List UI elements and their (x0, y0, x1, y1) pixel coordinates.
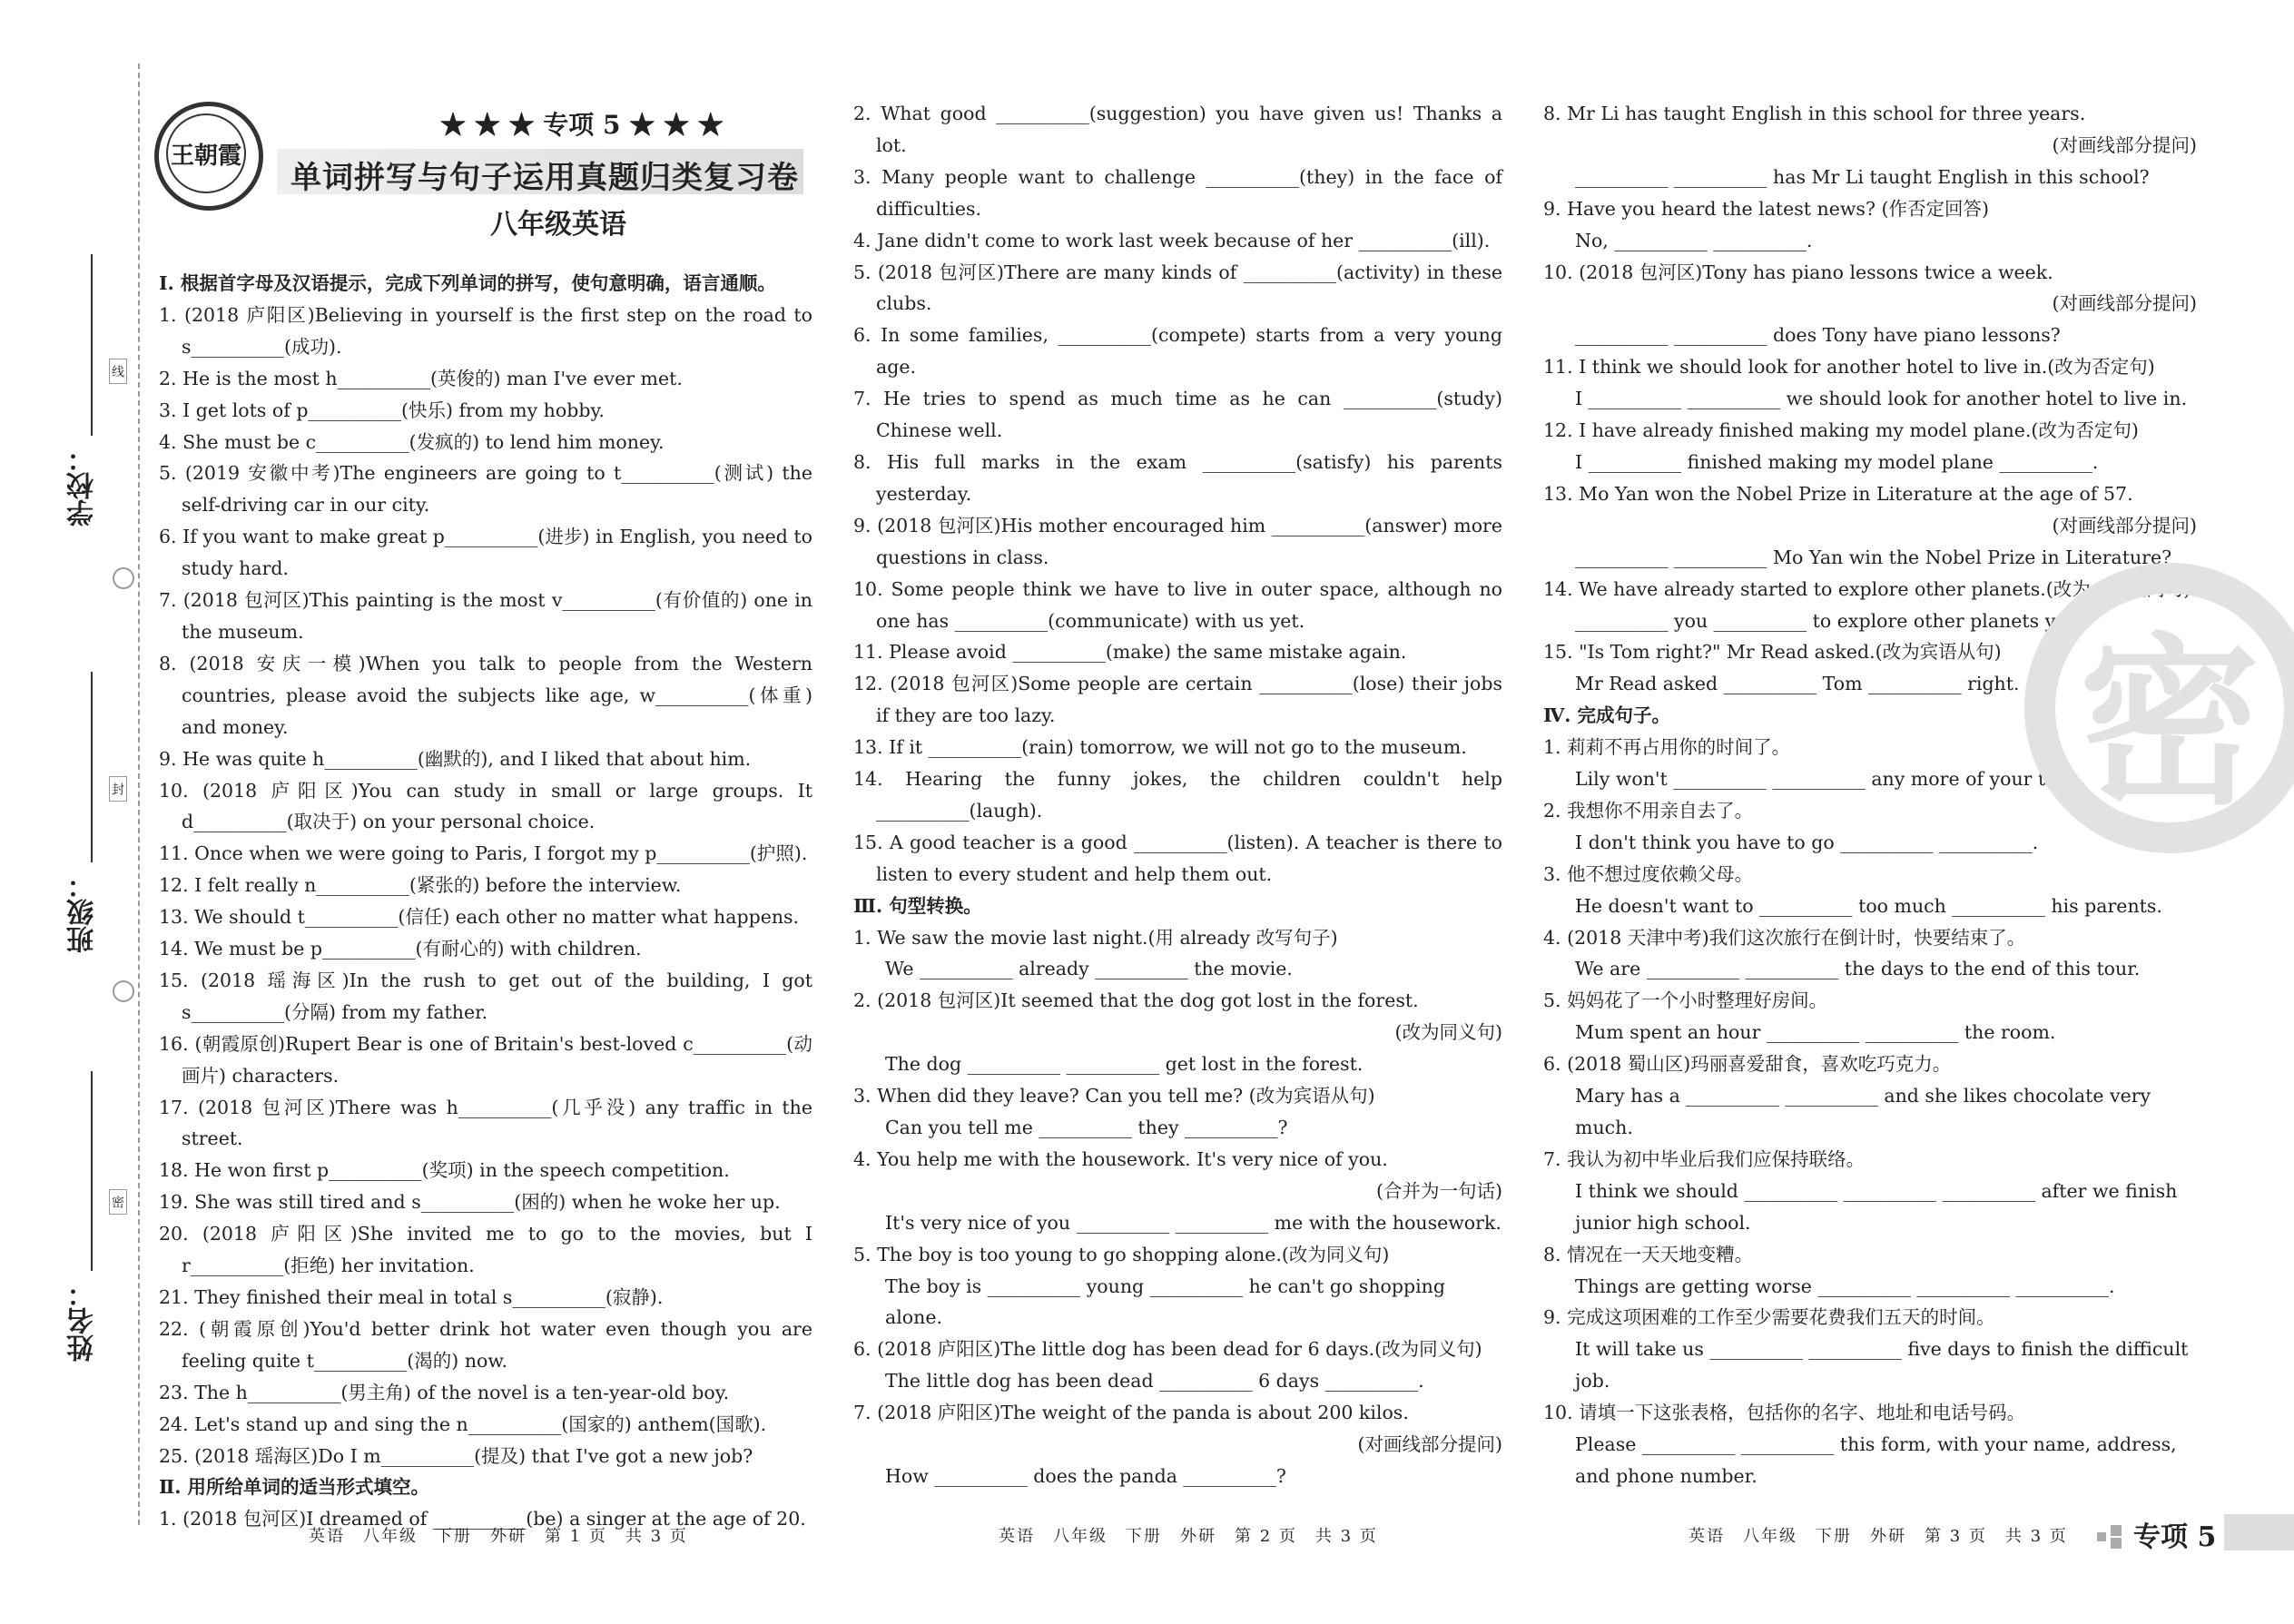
question-line[interactable]: The little dog has been dead __________ 6 days __________. (885, 1370, 1424, 1393)
question-line: 2. (2018 包河区)It seemed that the dog got lost in the forest. (853, 989, 1419, 1012)
question-line[interactable]: 15. A good teacher is a good __________(listen). A teacher is there to listen to every student and help them out. (853, 831, 1502, 885)
question-line[interactable]: 16. (朝霞原创)Rupert Bear is one of Britain's best-loved c__________(动画片) characters. (159, 1032, 812, 1087)
question-line[interactable]: 25. (2018 瑶海区)Do I m__________(提及) that I've got a new job? (159, 1444, 753, 1467)
question-line[interactable]: 7. (2018 包河区)This painting is the most v__________(有价值的) one in the museum. (159, 589, 812, 643)
name-label: 姓名： (67, 1280, 99, 1362)
question-line: 11. I think we should look for another hotel to live in.(改为否定句) (1543, 356, 2155, 379)
brand-logo (154, 102, 263, 211)
question-line[interactable]: It's very nice of you __________ __________ me with the housework. (885, 1211, 1501, 1234)
brand-logo-text: 王朝霞 (166, 113, 246, 193)
header (154, 102, 808, 274)
question-line: 3. 他不想过度依赖父母。 (1543, 862, 1754, 885)
page-title: 单词拼写与句子运用真题归类复习卷 (290, 160, 799, 196)
question-line[interactable]: How __________ does the panda __________? (885, 1464, 1286, 1487)
school-label: 学校： (67, 445, 99, 527)
question-line[interactable]: Can you tell me __________ they __________? (885, 1117, 1288, 1138)
question-line[interactable]: 11. Once when we were going to Paris, I forgot my p__________(护照). (159, 842, 808, 865)
question-line: 6. (2018 蜀山区)玛丽喜爱甜食，喜欢吃巧克力。 (1543, 1053, 1952, 1076)
question-line[interactable]: 1. (2018 包河区)I dreamed of __________(be) a singer at the age of 20. (159, 1508, 806, 1530)
name-field[interactable] (91, 1071, 93, 1271)
question-line[interactable]: 8. (2018 安庆一模)When you talk to people from the Western countries, please avoid the subjects like age, w__________(体重) and money. (159, 652, 812, 738)
question-line[interactable]: 22. (朝霞原创)You'd better drink hot water even though you are feeling quite t__________(渴的) now. (159, 1317, 812, 1372)
question-line[interactable]: 8. His full marks in the exam __________(satisfy) his parents yesterday. (853, 450, 1502, 505)
question-line: 7. 我认为初中毕业后我们应保持联络。 (1543, 1147, 1866, 1170)
question-line[interactable]: 1. (2018 庐阳区)Believing in yourself is the first step on the road to s__________(成功). (159, 303, 812, 358)
question-line[interactable]: I think we should __________ __________ __________ after we finish junior high school. (1575, 1179, 2178, 1234)
question-line[interactable]: 4. She must be c__________(发疯的) to lend him money. (159, 430, 665, 453)
question-line[interactable]: No, __________ __________. (1575, 229, 1813, 251)
school-field[interactable] (91, 254, 93, 436)
question-line[interactable]: Mum spent an hour __________ __________ the room. (1575, 1021, 2056, 1044)
question-line: 1. 莉莉不再占用你的时间了。 (1543, 736, 1791, 759)
question-line[interactable]: The boy is __________ young __________ he can't go shopping alone. (885, 1275, 1446, 1329)
question-line[interactable]: Please __________ __________ this form, with your name, address, and phone number. (1575, 1433, 2177, 1487)
question-line[interactable]: I __________ finished making my model plane __________. (1575, 450, 2099, 473)
question-line[interactable]: It will take us __________ __________ five days to finish the difficult job. (1575, 1338, 2189, 1393)
question-line[interactable]: The dog __________ __________ get lost in the forest. (885, 1053, 1364, 1076)
question-line: 9. Have you heard the latest news? (作否定回答) (1543, 197, 1989, 220)
question-line[interactable]: 13. We should t__________(信任) each other no matter what happens. (159, 906, 800, 929)
question-line[interactable]: Mr Read asked __________ Tom __________ right. (1575, 673, 2020, 695)
question-line: Ⅳ. 完成句子。 (1543, 704, 1671, 727)
question-line[interactable]: 17. (2018 包河区)There was h__________(几乎没) any traffic in the street. (159, 1096, 812, 1150)
badge-bar (2224, 1514, 2294, 1550)
question-line[interactable]: We are __________ __________ the days to the end of this tour. (1575, 958, 2141, 980)
question-line: 5. 妈妈花了一个小时整理好房间。 (1543, 989, 1828, 1012)
question-line[interactable]: 6. If you want to make great p__________(进步) in English, you need to study hard. (159, 526, 812, 580)
question-line[interactable]: 3. I get lots of p__________(快乐) from my hobby. (159, 399, 605, 421)
question-line[interactable]: 2. What good __________(suggestion) you have given us! Thanks a lot. (853, 103, 1502, 156)
question-line[interactable]: 9. (2018 包河区)His mother encouraged him __________(answer) more questions in class. (853, 514, 1502, 568)
question-line[interactable]: __________ you __________ to explore other planets yet? (1575, 609, 2084, 632)
question-line[interactable]: 2. He is the most h__________(英俊的) man I've ever met. (159, 367, 683, 389)
seal-mark-2: 封 (109, 776, 127, 802)
question-line[interactable]: 10. (2018 庐阳区)You can study in small or large groups. It d__________(取决于) on your personal choice. (159, 779, 812, 833)
question-line: 10. 请填一下这张表格，包括你的名字、地址和电话号码。 (1543, 1402, 2026, 1424)
question-line[interactable]: 23. The h__________(男主角) of the novel is a ten-year-old boy. (159, 1381, 730, 1403)
question-line: 7. (2018 庐阳区)The weight of the panda is about 200 kilos. (853, 1402, 1409, 1424)
series-label: ★ ★ ★ 专项 5 ★ ★ ★ (440, 110, 724, 140)
page-subtitle: 八年级英语 (490, 209, 626, 241)
question-line: 14. We have already started to explore other planets.(改为一般疑问句) (1543, 577, 2191, 600)
question-line[interactable]: 9. He was quite h__________(幽默的), and I liked that about him. (159, 747, 752, 770)
question-line: 12. I have already finished making my model plane.(改为否定句) (1543, 419, 2139, 442)
class-label: 班级： (67, 871, 99, 953)
question-line: 2. 我想你不用亲自去了。 (1543, 799, 1754, 822)
question-line: Ⅲ. 句型转换。 (853, 894, 982, 917)
question-line[interactable]: 10. Some people think we have to live in outer space, although no one has __________(communicate) with us yet. (853, 577, 1502, 632)
watermark-seal: 密 (2024, 563, 2294, 853)
question-line[interactable]: __________ __________ has Mr Li taught English in this school? (1575, 165, 2150, 188)
question-line[interactable]: 5. (2018 包河区)There are many kinds of __________(activity) in these clubs. (853, 261, 1502, 315)
question-line[interactable]: Lily won't __________ __________ any more of your time. (1575, 768, 2086, 791)
question-line: 1. We saw the movie last night.(用 already 改写句子) (853, 926, 1338, 949)
question-line[interactable]: We __________ already __________ the movie. (885, 958, 1293, 980)
question-line[interactable]: I don't think you have to go __________ __________. (1575, 831, 2039, 853)
section-badge: 专项 5 (2133, 1521, 2217, 1553)
class-field[interactable] (91, 672, 93, 862)
question-line: (合并为一句话) (1376, 1179, 1502, 1202)
question-line[interactable]: 24. Let's stand up and sing the n__________(国家的) anthem(国歌). (159, 1412, 767, 1435)
question-line: (改为同义句) (1394, 1021, 1502, 1044)
question-line: 8. 情况在一天天地变糟。 (1543, 1243, 1754, 1265)
question-line[interactable]: 12. I felt really n__________(紧张的) before the interview. (159, 874, 682, 897)
question-line[interactable]: 12. (2018 包河区)Some people are certain __________(lose) their jobs if they are too lazy. (853, 673, 1502, 727)
question-line[interactable]: 19. She was still tired and s__________(困的) when he woke her up. (159, 1191, 781, 1214)
question-line[interactable]: __________ __________ Mo Yan win the Nobel Prize in Literature? (1575, 546, 2172, 568)
question-line: 4. (2018 天津中考)我们这次旅行在倒计时，快要结束了。 (1543, 926, 2026, 949)
question-line[interactable]: 6. In some families, __________(compete) starts from a very young age. (853, 324, 1502, 379)
question-line[interactable]: 11. Please avoid __________(make) the same mistake again. (853, 641, 1407, 664)
question-line[interactable]: Mary has a __________ __________ and she likes chocolate very much. (1575, 1085, 2151, 1138)
binding-hole-2 (113, 980, 134, 1002)
question-line[interactable]: 15. (2018 瑶海区)In the rush to get out of the building, I got s__________(分隔) from my father. (159, 969, 812, 1023)
question-line: 8. Mr Li has taught English in this school for three years. (1543, 103, 2086, 124)
question-line[interactable]: He doesn't want to __________ too much __________ his parents. (1575, 894, 2162, 917)
question-line[interactable]: Things are getting worse __________ __________ __________. (1575, 1275, 2115, 1297)
question-line: Ⅱ. 用所给单词的适当形式填空。 (159, 1476, 430, 1499)
question-line: 10. (2018 包河区)Tony has piano lessons twice a week. (1543, 261, 2053, 283)
footer-page-1: 英语 八年级 下册 外研 第 1 页 共 3 页 (309, 1527, 688, 1546)
question-line: Ⅰ. 根据首字母及汉语提示，完成下列单词的拼写，使句意明确，语言通顺。 (159, 272, 776, 294)
column-1 (159, 268, 812, 1535)
question-line[interactable]: 4. Jane didn't come to work last week because of her __________(ill). (853, 229, 1491, 251)
footer-page-3: 英语 八年级 下册 外研 第 3 页 共 3 页 (1689, 1527, 2068, 1546)
question-line[interactable]: 20. (2018 庐阳区)She invited me to go to the movies, but I r__________(拒绝) her invitation. (159, 1223, 812, 1277)
question-line: (对画线部分提问) (2052, 133, 2197, 156)
binding-line (138, 64, 140, 1525)
question-line[interactable]: 18. He won first p__________(奖项) in the speech competition. (159, 1159, 730, 1182)
question-line[interactable]: 3. Many people want to challenge __________(they) in the face of difficulties. (853, 165, 1502, 220)
question-line: (对画线部分提问) (1357, 1433, 1502, 1456)
question-line: 9. 完成这项困难的工作至少需要花费我们五天的时间。 (1543, 1306, 1995, 1329)
question-line: (对画线部分提问) (2052, 514, 2197, 536)
question-line[interactable]: 13. If it __________(rain) tomorrow, we will not go to the museum. (853, 736, 1467, 759)
question-line[interactable]: 7. He tries to spend as much time as he can __________(study) Chinese well. (853, 388, 1502, 442)
question-line: 15. "Is Tom right?" Mr Read asked.(改为宾语从句) (1543, 641, 2002, 664)
question-line: 3. When did they leave? Can you tell me? (改为宾语从句) (853, 1085, 1375, 1107)
question-line: 13. Mo Yan won the Nobel Prize in Literature at the age of 57. (1543, 482, 2133, 505)
seal-mark-1: 线 (109, 359, 127, 384)
binding-hole-1 (113, 567, 134, 589)
question-line: 4. You help me with the housework. It's very nice of you. (853, 1147, 1388, 1170)
question-line[interactable]: 14. We must be p__________(有耐心的) with children. (159, 938, 642, 960)
question-line[interactable]: 5. (2019 安徽中考)The engineers are going to t__________(测试) the self-driving car in our city. (159, 462, 812, 517)
question-line: 5. The boy is too young to go shopping alone.(改为同义句) (853, 1243, 1390, 1265)
question-line[interactable]: 14. Hearing the funny jokes, the children couldn't help __________(laugh). (853, 768, 1502, 822)
column-2 (853, 98, 1502, 1492)
footer-page-2: 英语 八年级 下册 外研 第 2 页 共 3 页 (999, 1527, 1378, 1546)
question-line[interactable]: 21. They finished their meal in total s__________(寂静). (159, 1286, 664, 1308)
question-line: (对画线部分提问) (2052, 292, 2197, 315)
question-line[interactable]: I __________ __________ we should look for another hotel to live in. (1575, 388, 2188, 410)
seal-mark-3: 密 (109, 1189, 127, 1215)
question-line[interactable]: __________ __________ does Tony have piano lessons? (1575, 324, 2061, 347)
question-line: 6. (2018 庐阳区)The little dog has been dead for 6 days.(改为同义句) (853, 1338, 1482, 1361)
